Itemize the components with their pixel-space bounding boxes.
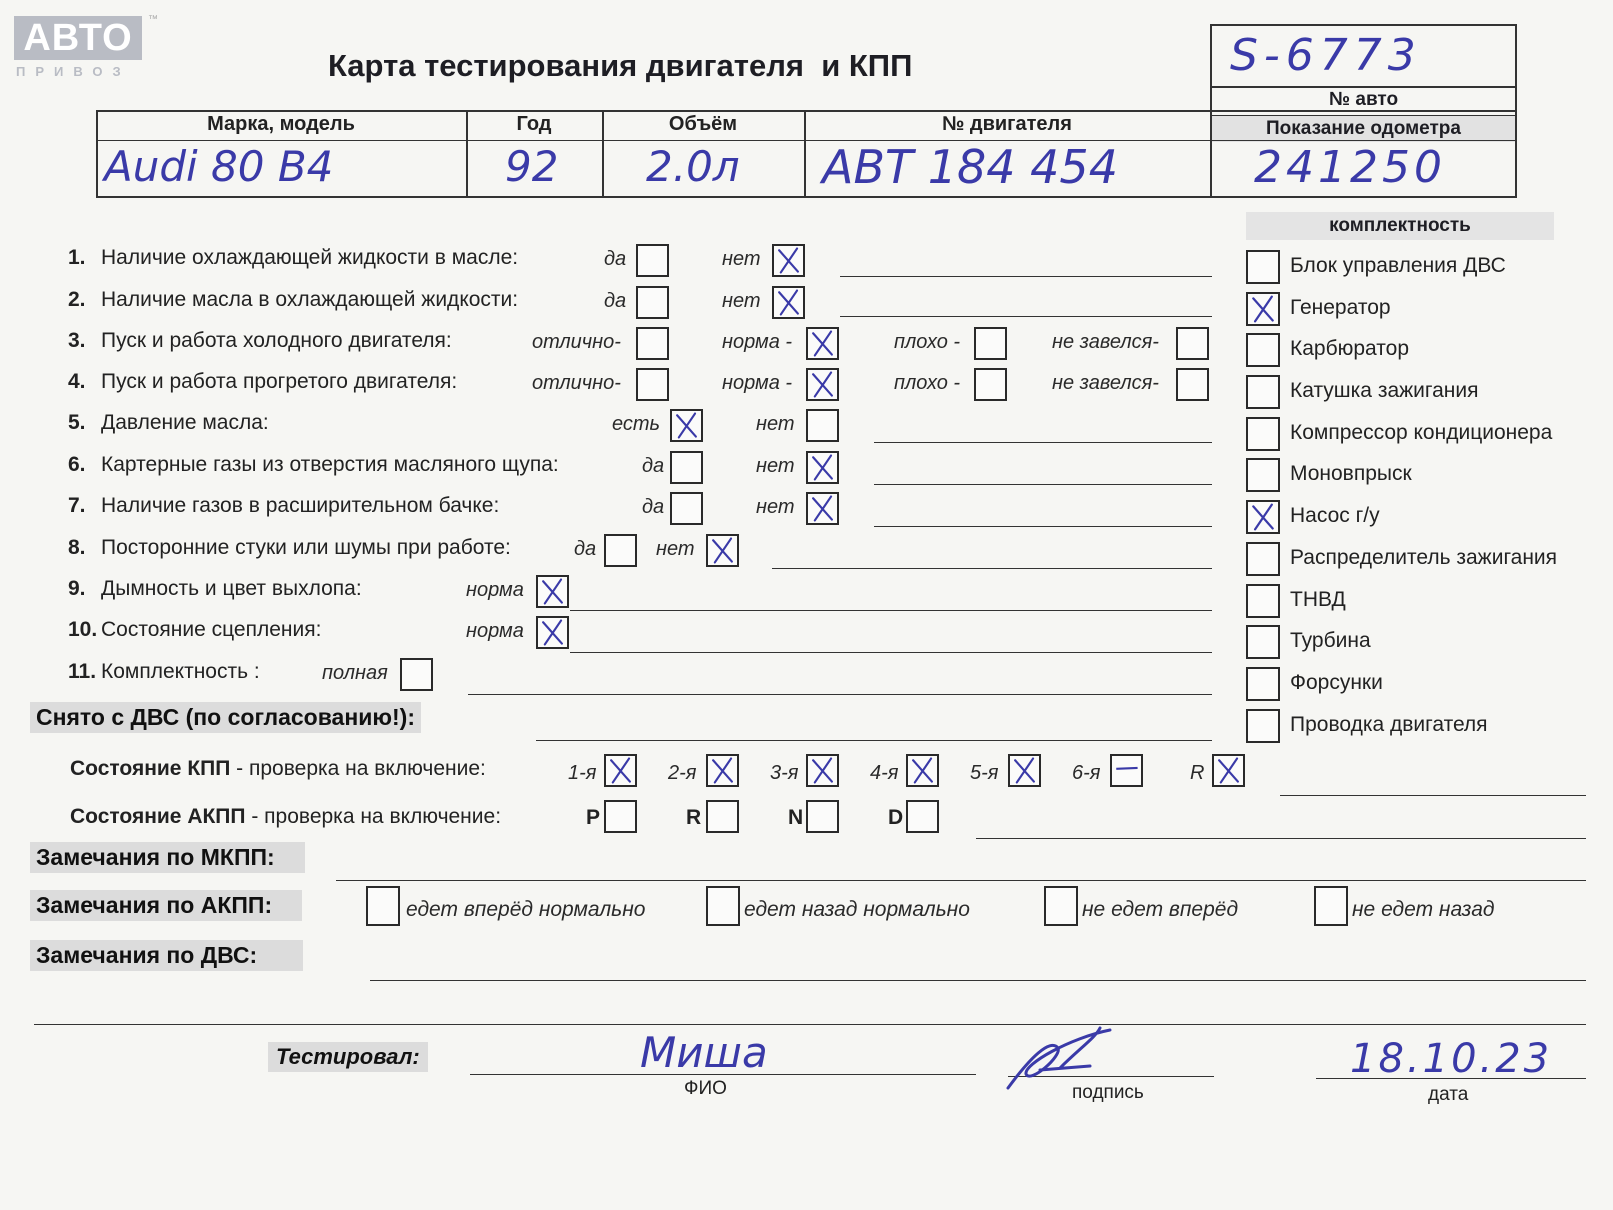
- kit-checkbox[interactable]: [1246, 667, 1280, 701]
- kit-checkbox[interactable]: [1246, 250, 1280, 284]
- option-net: нет: [722, 290, 761, 312]
- akpp-gear-checkbox[interactable]: [604, 800, 637, 833]
- checkbox-excellent[interactable]: [636, 368, 669, 401]
- check-number: 6.: [68, 453, 86, 476]
- akpp-gear-label: D: [888, 806, 904, 829]
- gear-checkbox[interactable]: [806, 754, 839, 787]
- check-text: Наличие масла в охлаждающей жидкости:: [101, 288, 519, 311]
- akpp-remark-checkbox[interactable]: [1044, 886, 1078, 926]
- option-bad: плохо -: [894, 372, 961, 394]
- gear-label: 5-я: [970, 762, 999, 784]
- kit-item-label: Катушка зажигания: [1290, 379, 1479, 402]
- checkbox-net[interactable]: [706, 534, 739, 567]
- logo-tm: ™: [148, 14, 158, 25]
- checkbox-net[interactable]: [806, 451, 839, 484]
- checkbox-net[interactable]: [772, 286, 805, 319]
- kit-item-label: Форсунки: [1290, 671, 1383, 694]
- kit-checkbox[interactable]: [1246, 709, 1280, 743]
- kit-checkbox[interactable]: [1246, 417, 1280, 451]
- year-value: 92: [505, 142, 559, 191]
- check-number: 8.: [68, 536, 86, 559]
- akpp-gear-label: R: [686, 806, 702, 829]
- removed-line: [536, 740, 1212, 741]
- check-mark-icon: [606, 756, 635, 785]
- check-mark-icon: [538, 577, 567, 606]
- kpp-line: [1280, 795, 1586, 796]
- date-value: 18.10.23: [1350, 1036, 1553, 1082]
- kit-item-label: Проводка двигателя: [1290, 713, 1488, 736]
- remarks-dvs-label: Замечания по ДВС:: [30, 940, 303, 971]
- check-mark-icon: [1214, 756, 1243, 785]
- col-volume: Объём: [668, 113, 738, 135]
- checkbox-est[interactable]: [670, 409, 703, 442]
- akpp-label-rest: - проверка на включение:: [245, 805, 502, 828]
- remarks-akpp-label: Замечания по АКПП:: [30, 890, 302, 921]
- remarks-extra-line: [34, 1024, 1586, 1025]
- answer-line: [874, 526, 1212, 527]
- check-mark-icon: [708, 536, 737, 565]
- checkbox-da[interactable]: [670, 451, 703, 484]
- check-text: Дымность и цвет выхлопа:: [101, 577, 362, 600]
- odometer-value: 241250: [1254, 142, 1446, 193]
- check-mark-icon: [808, 370, 837, 399]
- check-number: 7.: [68, 494, 86, 517]
- checkbox-norma[interactable]: [536, 575, 569, 608]
- check-text: Картерные газы из отверстия масляного щупа:: [101, 453, 559, 476]
- fio-value: Миша: [640, 1028, 768, 1077]
- gear-label: 4-я: [870, 762, 899, 784]
- removed-section-label: Снято с ДВС (по согласованию!):: [30, 702, 421, 733]
- remarks-mkpp-label: Замечания по МКПП:: [30, 842, 305, 873]
- option-excellent: отлично-: [532, 331, 621, 353]
- check-mark-icon: [1248, 294, 1278, 324]
- logo-brand: АВТО: [14, 16, 142, 60]
- check-text: Давление масла:: [101, 411, 269, 434]
- option-da: да: [604, 248, 627, 270]
- check-mark-icon: [808, 329, 837, 358]
- answer-line: [468, 694, 1212, 695]
- gear-label: 2-я: [668, 762, 697, 784]
- checkbox-net[interactable]: [772, 244, 805, 277]
- kpp-label: [70, 757, 486, 781]
- option-net: нет: [656, 538, 695, 560]
- check-mark-icon: [808, 756, 837, 785]
- date-label: дата: [1428, 1084, 1469, 1105]
- check-number: 1.: [68, 246, 86, 269]
- check-number: 9.: [68, 577, 86, 600]
- akpp-gear-checkbox[interactable]: [806, 800, 839, 833]
- check-mark-icon: [1248, 502, 1278, 532]
- option-da: да: [642, 496, 665, 518]
- kit-item-label: Турбина: [1290, 629, 1371, 652]
- answer-line: [570, 610, 1212, 611]
- kit-checkbox[interactable]: [1246, 542, 1280, 576]
- akpp-gear-checkbox[interactable]: [706, 800, 739, 833]
- check-mark-icon: [774, 288, 803, 317]
- checkbox-no-start[interactable]: [1176, 368, 1209, 401]
- answer-line: [840, 316, 1212, 317]
- page-title: Карта тестирования двигателя и КПП: [328, 48, 913, 83]
- answer-line: [840, 276, 1212, 277]
- check-number: 5.: [68, 411, 86, 434]
- akpp-label-bold: Состояние АКПП: [70, 805, 246, 828]
- kit-item-label: Компрессор кондиционера: [1290, 421, 1553, 444]
- gear-label: R: [1190, 762, 1205, 784]
- check-text: Наличие газов в расширительном бачке:: [101, 494, 500, 517]
- check-mark-icon: [808, 453, 837, 482]
- kit-item-label: ТНВД: [1290, 588, 1346, 611]
- check-number: 4.: [68, 370, 86, 393]
- check-text: Пуск и работа прогретого двигателя:: [101, 370, 458, 393]
- answer-line: [772, 568, 1212, 569]
- gear-label: 3-я: [770, 762, 799, 784]
- kit-item-label: Генератор: [1290, 296, 1391, 319]
- kit-checkbox[interactable]: [1246, 584, 1280, 618]
- check-text: Посторонние стуки или шумы при работе:: [101, 536, 511, 559]
- check-text: Состояние сцепления:: [101, 618, 322, 641]
- option-da: да: [642, 455, 665, 477]
- logo: [14, 14, 158, 80]
- volume-value: 2.0л: [646, 142, 740, 191]
- remarks-mkpp-line: [336, 880, 1586, 881]
- answer-line: [570, 652, 1212, 653]
- check-text: Комплектность :: [101, 660, 260, 683]
- akpp-remark-option: не едет назад: [1352, 898, 1495, 921]
- check-mark-icon: [908, 756, 937, 785]
- gear-checkbox[interactable]: [1008, 754, 1041, 787]
- gear-checkbox[interactable]: [706, 754, 739, 787]
- option-net: нет: [756, 413, 795, 435]
- checkbox-norma[interactable]: [536, 616, 569, 649]
- kpp-label-rest: - проверка на включение:: [230, 757, 486, 780]
- option-net: нет: [722, 248, 761, 270]
- option-bad: плохо -: [894, 331, 961, 353]
- akpp-remark-option: не едет вперёд: [1082, 898, 1239, 921]
- car-number-label: № авто: [1328, 89, 1399, 110]
- akpp-label: [70, 805, 501, 829]
- gear-checkbox[interactable]: [604, 754, 637, 787]
- checkbox-no-start[interactable]: [1176, 327, 1209, 360]
- gear-checkbox[interactable]: [1110, 754, 1143, 787]
- check-number: 10.: [68, 618, 98, 641]
- table-col-sep: [1210, 110, 1212, 198]
- remarks-dvs-line: [370, 980, 1586, 981]
- check-mark-icon: [708, 756, 737, 785]
- option-norma: норма: [466, 579, 524, 601]
- akpp-remark-checkbox[interactable]: [706, 886, 740, 926]
- option-no-start: не завелся-: [1052, 372, 1159, 394]
- kit-checkbox[interactable]: [1246, 625, 1280, 659]
- kit-item-label: Карбюратор: [1290, 337, 1410, 360]
- checkbox-da[interactable]: [636, 286, 669, 319]
- check-text: Наличие охлаждающей жидкости в масле:: [101, 246, 519, 269]
- kit-item-label: Распределитель зажигания: [1290, 546, 1558, 569]
- checkbox-bad[interactable]: [974, 368, 1007, 401]
- kpp-label-bold: Состояние КПП: [70, 757, 231, 780]
- option-est: есть: [612, 413, 661, 435]
- akpp-remark-option: едет вперёд нормально: [406, 898, 646, 921]
- gear-checkbox[interactable]: [1212, 754, 1245, 787]
- kit-item-label: Насос г/у: [1290, 504, 1380, 527]
- kit-checkbox[interactable]: [1246, 333, 1280, 367]
- option-norm: норма -: [722, 372, 793, 394]
- akpp-remark-option: едет назад нормально: [744, 898, 970, 921]
- option-no-start: не завелся-: [1052, 331, 1159, 353]
- gear-label: 1-я: [568, 762, 597, 784]
- kit-checkbox[interactable]: [1246, 292, 1280, 326]
- kit-checkbox[interactable]: [1246, 458, 1280, 492]
- gear-checkbox[interactable]: [906, 754, 939, 787]
- checkbox-da[interactable]: [604, 534, 637, 567]
- checkbox-norm[interactable]: [806, 368, 839, 401]
- dash-mark-icon: [1112, 756, 1141, 785]
- answer-line: [874, 442, 1212, 443]
- col-year: Год: [516, 113, 552, 135]
- check-number: 2.: [68, 288, 86, 311]
- checkbox-net[interactable]: [806, 492, 839, 525]
- col-engine-no: № двигателя: [942, 113, 1072, 135]
- check-number: 3.: [68, 329, 86, 352]
- answer-line: [874, 484, 1212, 485]
- option-excellent: отлично-: [532, 372, 621, 394]
- checkbox-full[interactable]: [400, 658, 433, 691]
- kit-item-label: Моновпрыск: [1290, 462, 1412, 485]
- akpp-remark-checkbox[interactable]: [1314, 886, 1348, 926]
- checkbox-da[interactable]: [636, 244, 669, 277]
- check-text: Пуск и работа холодного двигателя:: [101, 329, 452, 352]
- option-net: нет: [756, 496, 795, 518]
- check-number: 11.: [68, 660, 97, 683]
- checkbox-excellent[interactable]: [636, 327, 669, 360]
- fio-label: ФИО: [684, 1078, 727, 1099]
- kit-title: комплектность: [1246, 212, 1554, 240]
- odometer-label: Показание одометра: [1212, 115, 1515, 142]
- check-mark-icon: [774, 246, 803, 275]
- option-net: нет: [756, 455, 795, 477]
- akpp-gear-label: N: [788, 806, 804, 829]
- checkbox-norm[interactable]: [806, 327, 839, 360]
- check-mark-icon: [672, 411, 701, 440]
- kit-checkbox[interactable]: [1246, 375, 1280, 409]
- akpp-remark-checkbox[interactable]: [366, 886, 400, 926]
- table-divider: [96, 140, 1517, 141]
- gear-label: 6-я: [1072, 762, 1101, 784]
- option-norma: норма: [466, 620, 524, 642]
- option-da: да: [604, 290, 627, 312]
- akpp-line: [976, 838, 1586, 839]
- checkbox-bad[interactable]: [974, 327, 1007, 360]
- signature-label: подпись: [1072, 1082, 1144, 1103]
- engine-no-value: ABT 184 454: [822, 140, 1118, 194]
- option-full: полная: [322, 662, 388, 684]
- option-da: да: [574, 538, 597, 560]
- option-norm: норма -: [722, 331, 793, 353]
- check-mark-icon: [808, 494, 837, 523]
- col-brand-model: Марка, модель: [207, 113, 355, 135]
- logo-sub: ПРИВОЗ: [16, 64, 131, 79]
- akpp-gear-label: P: [586, 806, 601, 829]
- kit-item-label: Блок управления ДВС: [1290, 254, 1506, 277]
- akpp-gear-checkbox[interactable]: [906, 800, 939, 833]
- checkbox-da[interactable]: [670, 492, 703, 525]
- check-mark-icon: [1010, 756, 1039, 785]
- brand-model-value: Audi 80 B4: [104, 142, 334, 191]
- checkbox-net[interactable]: [806, 409, 839, 442]
- tested-label: Тестировал:: [268, 1042, 428, 1072]
- car-number-value: S-6773: [1230, 30, 1422, 81]
- kit-checkbox[interactable]: [1246, 500, 1280, 534]
- check-mark-icon: [538, 618, 567, 647]
